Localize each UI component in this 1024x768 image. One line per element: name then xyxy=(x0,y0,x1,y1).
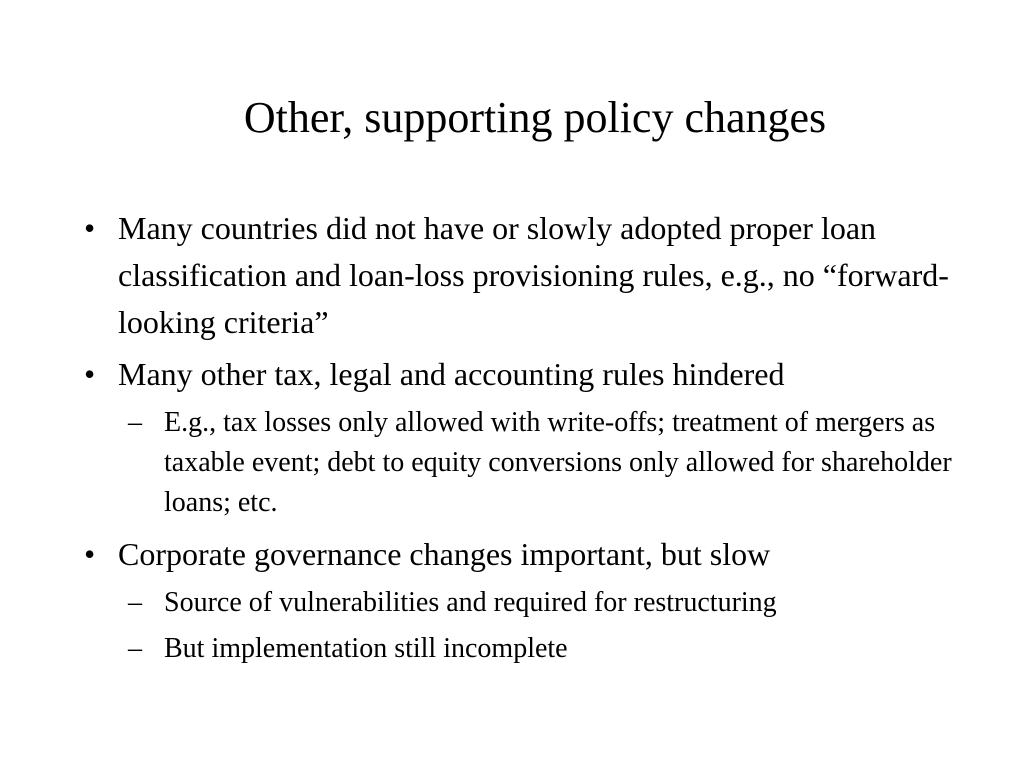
sub-bullet-marker: – xyxy=(128,407,142,438)
bullet-marker: • xyxy=(84,356,96,392)
bullet-item xyxy=(80,531,980,578)
bullet-text: Many other tax, legal and accounting rules hindered xyxy=(118,356,785,392)
sub-bullet-item xyxy=(80,629,980,669)
bullet-item xyxy=(80,351,980,398)
bullet-marker: • xyxy=(84,536,96,572)
bullet-list xyxy=(80,205,980,675)
sub-bullet-text: E.g., tax losses only allowed with write-offs; treatment of mergers as taxable event; debt to equity conversions only allowed for shareholder loans; etc. xyxy=(164,407,952,518)
sub-bullet-item xyxy=(80,583,980,623)
bullet-text: Corporate governance changes important, but slow xyxy=(118,536,771,572)
sub-bullet-text: But implementation still incomplete xyxy=(164,633,568,664)
sub-bullet-text: Source of vulnerabilities and required for restructuring xyxy=(164,587,777,618)
sub-bullet-item xyxy=(80,403,980,523)
bullet-marker: • xyxy=(84,210,96,246)
bullet-item xyxy=(80,205,980,346)
slide-title: Other, supporting policy changes xyxy=(243,93,827,142)
sub-bullet-marker: – xyxy=(128,633,142,664)
bullet-text: Many countries did not have or slowly adopted proper loan classification and loan-loss provisioning rules, e.g., no “forward-looking criteria” xyxy=(118,210,949,340)
sub-bullet-marker: – xyxy=(128,587,142,618)
